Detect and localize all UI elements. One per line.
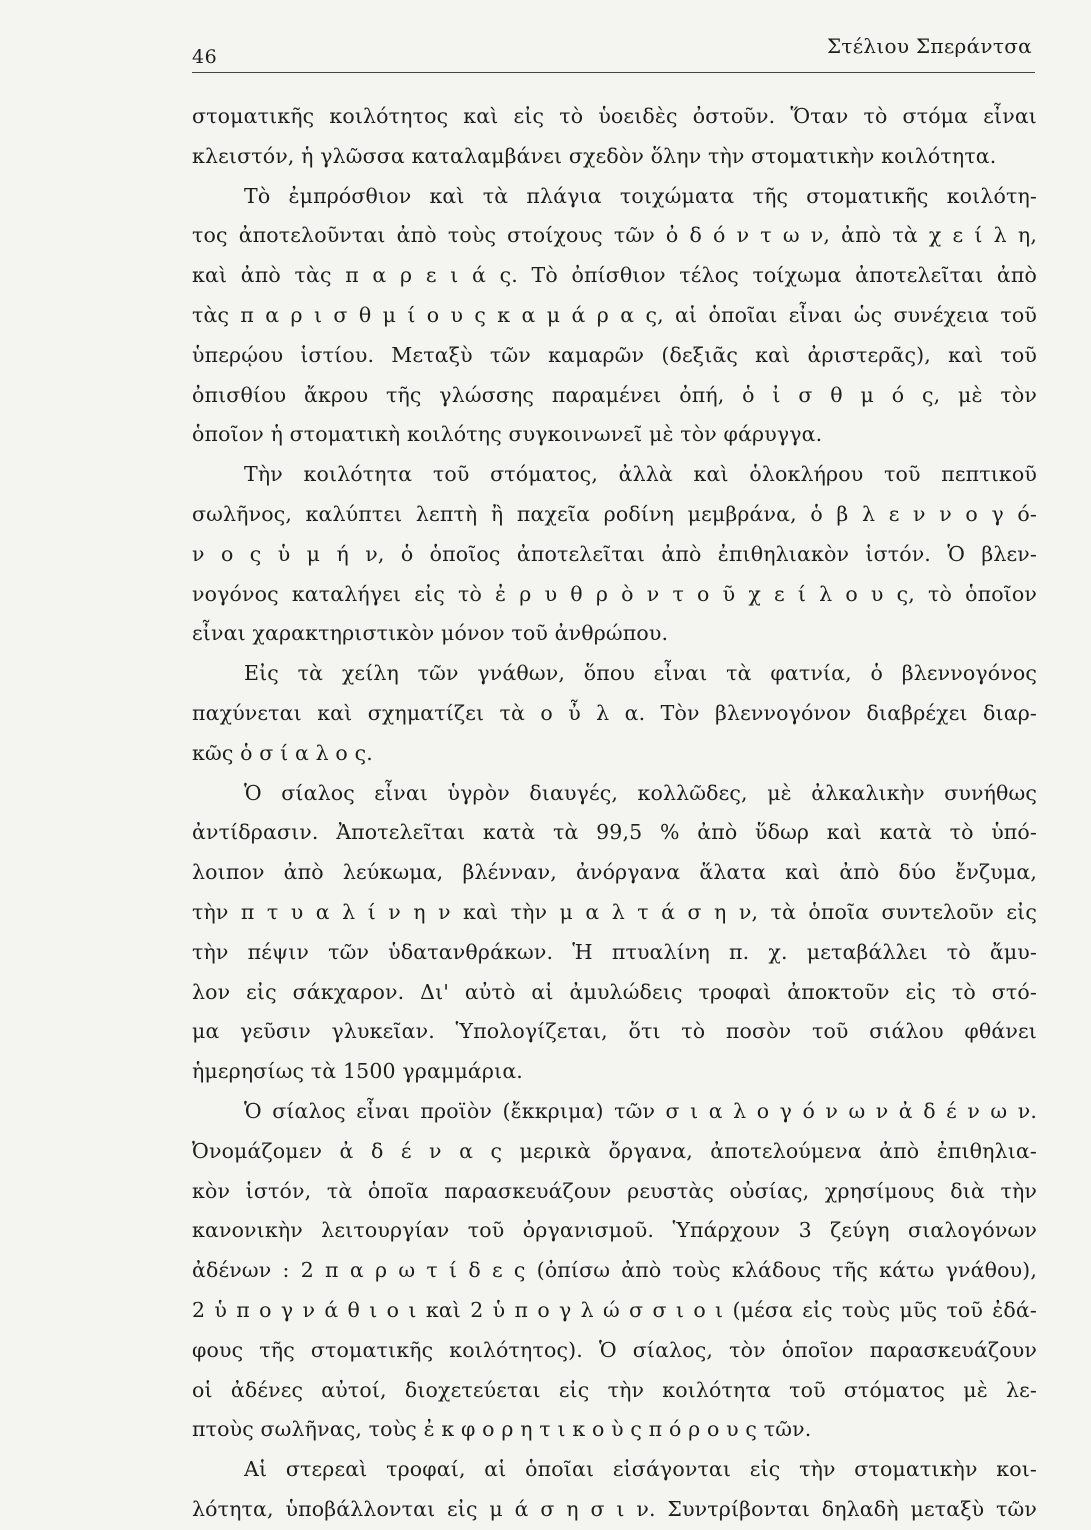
text-line: καὶ ἀπὸ τὰς π α ρ ε ι ά ς. Τὸ ὀπίσθιον τέλος τοίχωμα ἀποτελεῖται ἀπὸ	[192, 263, 1037, 288]
running-head: Στέλιου Σπεράντσα	[826, 34, 1032, 58]
text-line: ν ο ς ὑ μ ή ν, ὁ ὁποῖος ἀποτελεῖται ἀπὸ ἐπιθηλιακὸν ἱστόν. Ὁ βλεν-	[192, 541, 1037, 566]
text-line: τὴν πέψιν τῶν ὑδατανθράκων. Ἡ πτυαλίνη π. χ. μεταβάλλει τὸ ἄμυ-	[192, 939, 1037, 964]
text-line: Ὁ σίαλος εἶναι προϊὸν (ἔκκριμα) τῶν σ ι α λ ο γ ό ν ω ν ἀ δ έ ν ω ν.	[244, 1098, 1037, 1123]
text-line: ἡμερησίως τὰ 1500 γραμμάρια.	[192, 1059, 523, 1084]
text-line: τὴν π τ υ α λ ί ν η ν καὶ τὴν μ α λ τ ά σ η ν, τὰ ὁποῖα συντελοῦν εἰς	[192, 899, 1037, 924]
text-line: σωλῆνος, καλύπτει λεπτὴ ἢ παχεῖα ροδίνη μεμβράνα, ὁ β λ ε ν ν ο γ ό-	[192, 501, 1037, 526]
text-line: λον εἰς σάκχαρον. Δι' αὐτὸ αἱ ἀμυλώδεις τροφαὶ ἀποκτοῦν εἰς τὸ στό-	[192, 979, 1037, 1004]
text-line: ἀδένων : 2 π α ρ ω τ ί δ ε ς (ὀπίσω ἀπὸ τοὺς κλάδους τῆς κάτω γνάθου),	[192, 1258, 1037, 1283]
text-line: εἶναι χαρακτηριστικὸν μόνον τοῦ ἀνθρώπου.	[192, 621, 669, 646]
text-line: Ὁ σίαλος εἶναι ὑγρὸν διαυγές, κολλῶδες, μὲ ἀλκαλικὴν συνήθως	[244, 780, 1037, 805]
text-line: λότητα, ὑποβάλλονται εἰς μ ά σ η σ ι ν. Συντρίβονται δηλαδὴ μεταξὺ τῶν	[192, 1496, 1037, 1521]
text-line: μα γεῦσιν γλυκεῖαν. Ὑπολογίζεται, ὅτι τὸ ποσὸν τοῦ σιάλου φθάνει	[192, 1019, 1037, 1044]
text-line: τος ἀποτελοῦνται ἀπὸ τοὺς στοίχους τῶν ὀ δ ό ν τ ω ν, ἀπὸ τὰ χ ε ί λ η,	[192, 223, 1037, 248]
text-line: ὁποῖον ἡ στοματικὴ κοιλότης συγκοινωνεῖ μὲ τὸν φάρυγγα.	[192, 422, 823, 447]
page-header	[192, 30, 1034, 70]
text-line: Τὴν κοιλότητα τοῦ στόματος, ἀλλὰ καὶ ὁλοκλήρου τοῦ πεπτικοῦ	[244, 462, 1037, 487]
text-line: κλειστόν, ἡ γλῶσσα καταλαμβάνει σχεδὸν ὅλην τὴν στοματικὴν κοιλότητα.	[192, 143, 997, 168]
text-line: 2 ὑ π ο γ ν ά θ ι ο ι καὶ 2 ὑ π ο γ λ ώ σ σ ι ο ι (μέσα εἰς τοὺς μῦς τοῦ ἐδά-	[192, 1297, 1037, 1322]
text-line: Τὸ ἐμπρόσθιον καὶ τὰ πλάγια τοιχώματα τῆς στοματικῆς κοιλότη-	[244, 183, 1037, 208]
body-text	[192, 97, 1037, 1530]
text-line: Ὀνομάζομεν ἀ δ έ ν α ς μερικὰ ὄργανα, ἀποτελούμενα ἀπὸ ἐπιθηλια-	[192, 1138, 1037, 1163]
text-line: Εἰς τὰ χείλη τῶν γνάθων, ὅπου εἶναι τὰ φατνία, ὁ βλεννογόνος	[244, 661, 1037, 686]
text-line: Αἱ στερεαὶ τροφαί, αἱ ὁποῖαι εἰσάγονται εἰς τὴν στοματικὴν κοι-	[244, 1457, 1037, 1482]
text-line: ὑπερῴου ἱστίου. Μεταξὺ τῶν καμαρῶν (δεξιᾶς καὶ ἀριστερᾶς), καὶ τοῦ	[192, 342, 1037, 367]
text-line: κὸν ἱστόν, τὰ ὁποῖα παρασκευάζουν ρευστὰς οὐσίας, χρησίμους διὰ τὴν	[192, 1178, 1037, 1203]
text-line: παχύνεται καὶ σχηματίζει τὰ ο ὖ λ α. Τὸν βλεννογόνον διαβρέχει διαρ-	[192, 700, 1037, 725]
text-line: ὀπισθίου ἄκρου τῆς γλώσσης παραμένει ὀπή, ὁ ἰ σ θ μ ό ς, μὲ τὸν	[192, 382, 1037, 407]
text-line: νογόνος καταλήγει εἰς τὸ ἐ ρ υ θ ρ ὸ ν τ ο ῦ χ ε ί λ ο υ ς, τὸ ὁποῖον	[192, 581, 1037, 606]
text-line: οἱ ἀδένες αὐτοί, διοχετεύεται εἰς τὴν κοιλότητα τοῦ στόματος μὲ λε-	[192, 1377, 1037, 1402]
header-rule	[192, 72, 1035, 73]
text-line: τὰς π α ρ ι σ θ μ ί ο υ ς κ α μ ά ρ α ς, αἱ ὁποῖαι εἶναι ὡς συνέχεια τοῦ	[192, 302, 1037, 327]
text-line: λοιπον ἀπὸ λεύκωμα, βλένναν, ἀνόργανα ἅλατα καὶ ἀπὸ δύο ἔνζυμα,	[192, 860, 1037, 885]
text-line: φους τῆς στοματικῆς κοιλότητος). Ὁ σίαλος, τὸν ὁποῖον παρασκευάζουν	[192, 1337, 1037, 1362]
text-line: κανονικὴν λειτουργίαν τοῦ ὀργανισμοῦ. Ὑπάρχουν 3 ζεύγη σιαλογόνων	[192, 1218, 1037, 1243]
text-line: ἀντίδρασιν. Ἀποτελεῖται κατὰ τὰ 99,5 % ἀπὸ ὕδωρ καὶ κατὰ τὸ ὑπό-	[192, 820, 1037, 845]
text-line: στοματικῆς κοιλότητος καὶ εἰς τὸ ὑοειδὲς ὀστοῦν. Ὅταν τὸ στόμα εἶναι	[192, 104, 1037, 128]
text-line: πτοὺς σωλῆνας, τοὺς ἐ κ φ ο ρ η τ ι κ ο ὺ ς π ό ρ ο υ ς τῶν.	[192, 1417, 812, 1442]
text-line: κῶς ὁ σ ί α λ ο ς.	[192, 740, 373, 765]
page-number: 46	[192, 46, 218, 68]
